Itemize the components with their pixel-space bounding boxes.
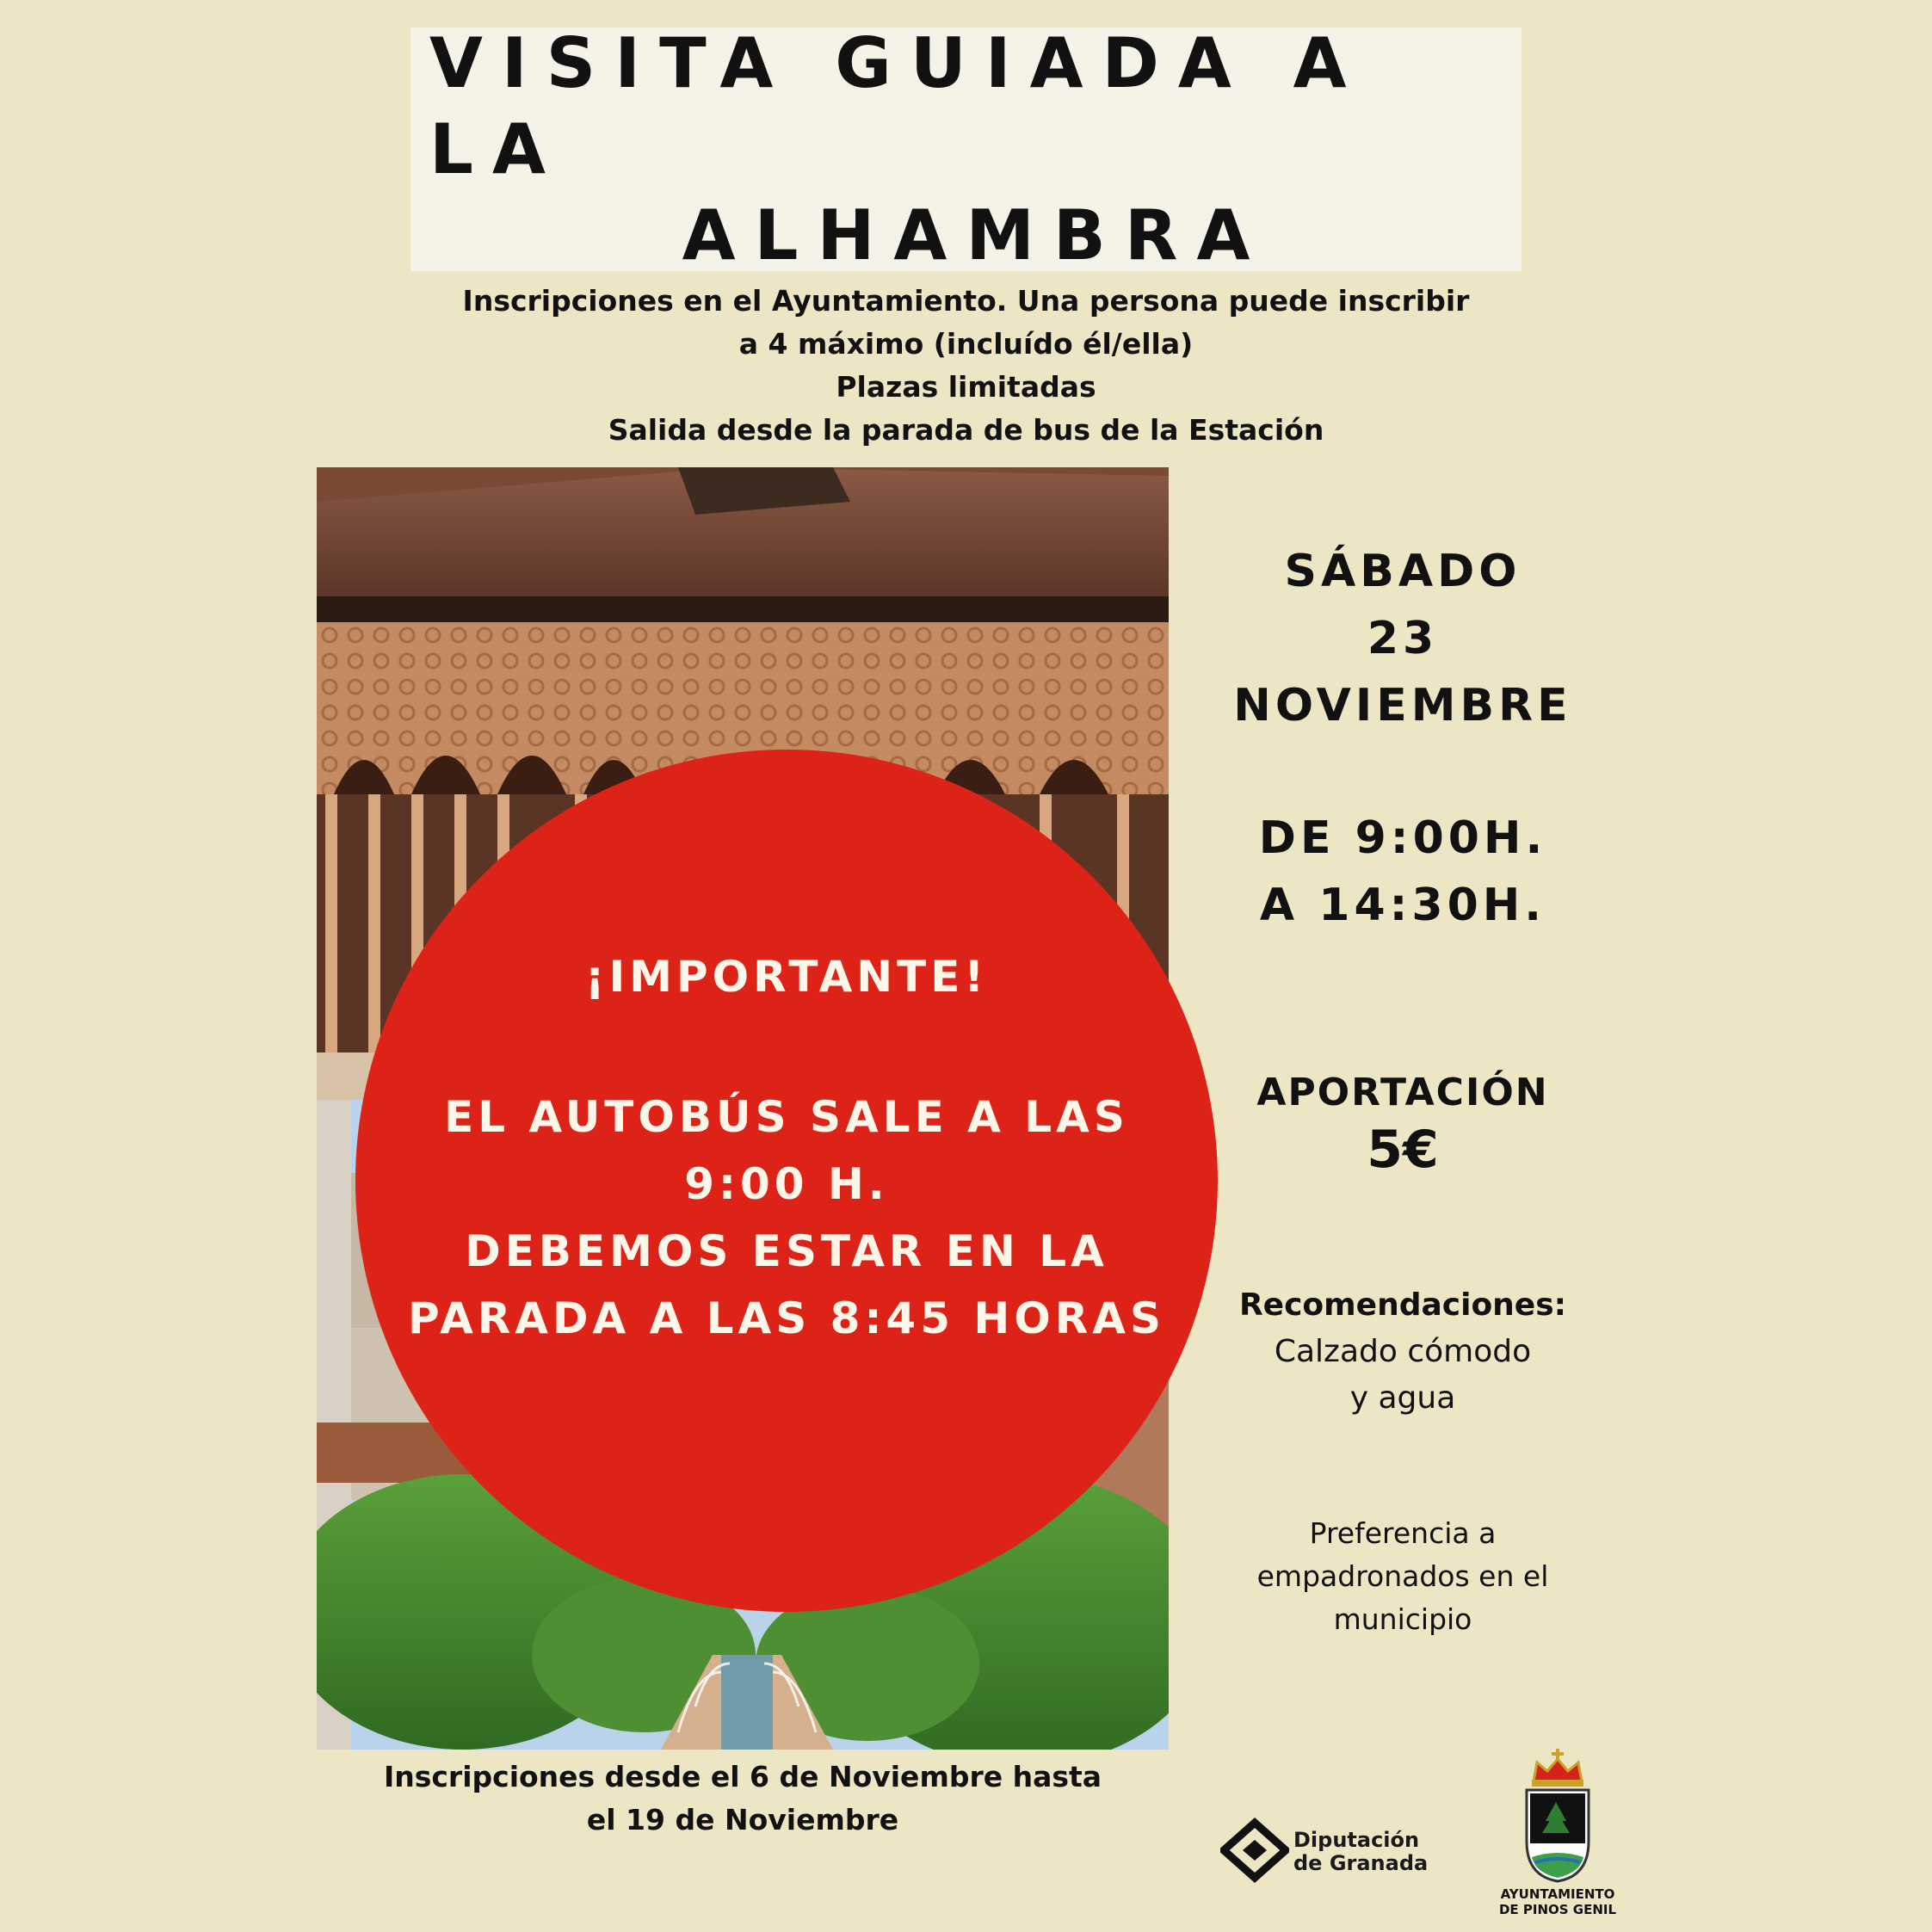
- preference-line: Preferencia a: [1309, 1516, 1497, 1550]
- notice-line: 9:00 H.: [684, 1159, 889, 1209]
- important-heading: ¡IMPORTANTE!: [584, 952, 989, 1002]
- recommendations-heading: Recomendaciones:: [1238, 1287, 1567, 1323]
- coat-of-arms-icon: [1489, 1747, 1626, 1885]
- intro-line: Plazas limitadas: [836, 370, 1096, 404]
- event-date: [1205, 538, 1601, 739]
- contribution: [1205, 1067, 1601, 1181]
- preference-line: empadronados en el: [1256, 1559, 1549, 1593]
- registration-line: el 19 de Noviembre: [586, 1803, 899, 1836]
- recommendation-line: y agua: [1349, 1380, 1456, 1416]
- intro-text: [410, 280, 1522, 452]
- ayuntamiento-pinos-genil-logo: [1489, 1747, 1626, 1928]
- diputacion-granada-logo: [1220, 1816, 1435, 1885]
- title-line-2: ALHAMBRA: [682, 194, 1269, 275]
- important-notice-circle: [355, 750, 1218, 1612]
- diputacion-line: de Granada: [1293, 1851, 1429, 1875]
- intro-line: a 4 máximo (incluído él/ella): [738, 327, 1194, 361]
- event-time: [1205, 805, 1601, 939]
- preference-line: municipio: [1333, 1602, 1472, 1636]
- date-day: 23: [1367, 613, 1439, 664]
- intro-line: Salida desde la parada de bus de la Estación: [608, 413, 1324, 447]
- ayuntamiento-line: AYUNTAMIENTO: [1500, 1886, 1615, 1902]
- registration-line: Inscripciones desde el 6 de Noviembre hasta: [383, 1760, 1102, 1793]
- time-from: DE 9:00H.: [1258, 812, 1547, 864]
- notice-line: DEBEMOS ESTAR EN LA: [465, 1226, 1108, 1276]
- recommendation-line: Calzado cómodo: [1274, 1334, 1532, 1369]
- important-body: [355, 1083, 1218, 1352]
- diputacion-text: [1293, 1829, 1428, 1875]
- ayuntamiento-text: [1489, 1886, 1626, 1917]
- preference-note: [1205, 1512, 1601, 1641]
- diputacion-mark-icon: [1220, 1816, 1289, 1885]
- ayuntamiento-line: DE PINOS GENIL: [1498, 1902, 1617, 1917]
- notice-line: EL AUTOBÚS SALE A LAS: [444, 1092, 1129, 1142]
- recommendations: [1205, 1282, 1601, 1422]
- registration-period: [317, 1756, 1169, 1842]
- title-line-1: VISITA GUIADA A LA: [429, 22, 1366, 189]
- intro-line: Inscripciones en el Ayuntamiento. Una persona puede inscribir: [462, 284, 1470, 318]
- notice-line: PARADA A LAS 8:45 HORAS: [408, 1293, 1165, 1343]
- title-banner: [410, 22, 1522, 275]
- time-to: A 14:30H.: [1259, 880, 1546, 931]
- date-weekday: SÁBADO: [1284, 546, 1522, 597]
- diputacion-line: Diputación: [1293, 1828, 1420, 1852]
- contribution-label: APORTACIÓN: [1256, 1071, 1549, 1114]
- date-month: NOVIEMBRE: [1233, 680, 1572, 731]
- contribution-amount: 5€: [1367, 1120, 1439, 1180]
